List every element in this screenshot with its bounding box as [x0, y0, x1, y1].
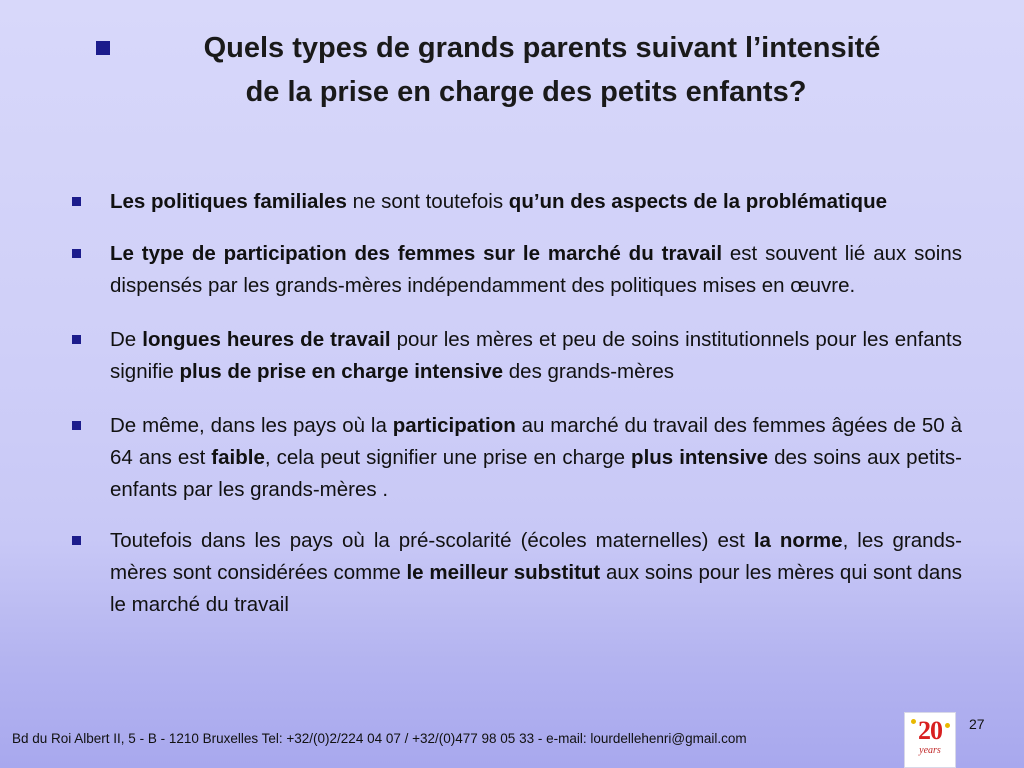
bullet-text-bold: le meilleur substitut	[406, 561, 601, 584]
bullet-text: des soins aux petits-enfants par les grands-mères .	[110, 446, 962, 501]
bullet-item	[72, 238, 962, 302]
bullet-text-bold: Les politiques familiales	[110, 190, 347, 213]
bullet-text: aux soins pour les mères qui sont dans le marché du travail	[110, 561, 962, 616]
bullet-text-bold: plus intensive	[631, 446, 769, 469]
square-bullet-icon	[72, 536, 81, 545]
square-bullet-icon	[72, 421, 81, 430]
square-bullet-icon	[72, 197, 81, 206]
bullet-text: des grands-mères	[503, 360, 674, 383]
footer-address: Bd du Roi Albert II, 5 - B - 1210 Bruxelles Tel: +32/(0)2/224 04 07 / +32/(0)477 98 05 33 - e-mail: lourdellehenri@gmail.com	[12, 731, 747, 746]
logo-caption: years	[919, 745, 941, 756]
logo-number: 20	[918, 716, 942, 745]
bullet-text-bold: faible	[211, 446, 265, 469]
bullet-item	[72, 186, 962, 218]
bullet-item	[72, 324, 962, 388]
title-line-1: Quels types de grands parents suivant l’intensité	[203, 32, 881, 64]
square-bullet-icon	[72, 249, 81, 258]
bullet-text: Toutefois dans les pays où la pré-scolarité (écoles maternelles) est	[110, 529, 754, 552]
slide-title	[96, 26, 956, 114]
bullet-text: De	[110, 328, 143, 351]
title-square-bullet-icon	[96, 41, 110, 55]
bullet-text-bold: longues heures de travail	[142, 328, 391, 351]
bullet-text: ne sont toutefois	[346, 190, 509, 213]
bullet-text-bold: plus de prise en charge intensive	[179, 360, 504, 383]
logo-sparkle-icon	[911, 719, 916, 724]
bullet-text: est souvent lié aux soins dispensés par les grands-mères indépendamment des politiques mises en œuvre.	[110, 242, 962, 297]
bullet-text: De même, dans les pays où la	[110, 414, 393, 437]
bullet-text: pour les mères et peu de soins institutionnels pour les enfants signifie	[110, 328, 962, 383]
bullet-item	[72, 525, 962, 621]
title-line-2: de la prise en charge des petits enfants?	[245, 76, 807, 108]
square-bullet-icon	[72, 335, 81, 344]
bullet-text-bold: Le type de participation des femmes sur le marché du travail	[110, 242, 723, 265]
bullet-text-bold: participation	[392, 414, 516, 437]
bullet-text: au marché du travail des femmes âgées de 50 à 64 ans est	[110, 414, 962, 469]
page-number: 27	[969, 716, 985, 732]
bullet-text-bold: la norme	[753, 529, 843, 552]
bullet-text-bold: qu’un des aspects de la problématique	[508, 190, 887, 213]
20-years-logo	[904, 712, 956, 768]
bullet-text: , cela peut signifier une prise en charge	[264, 446, 632, 469]
bullet-item	[72, 410, 962, 506]
bullet-list	[72, 186, 962, 641]
logo-sparkle-icon	[945, 723, 950, 728]
bullet-text: , les grands-mères sont considérées comme	[110, 529, 962, 584]
